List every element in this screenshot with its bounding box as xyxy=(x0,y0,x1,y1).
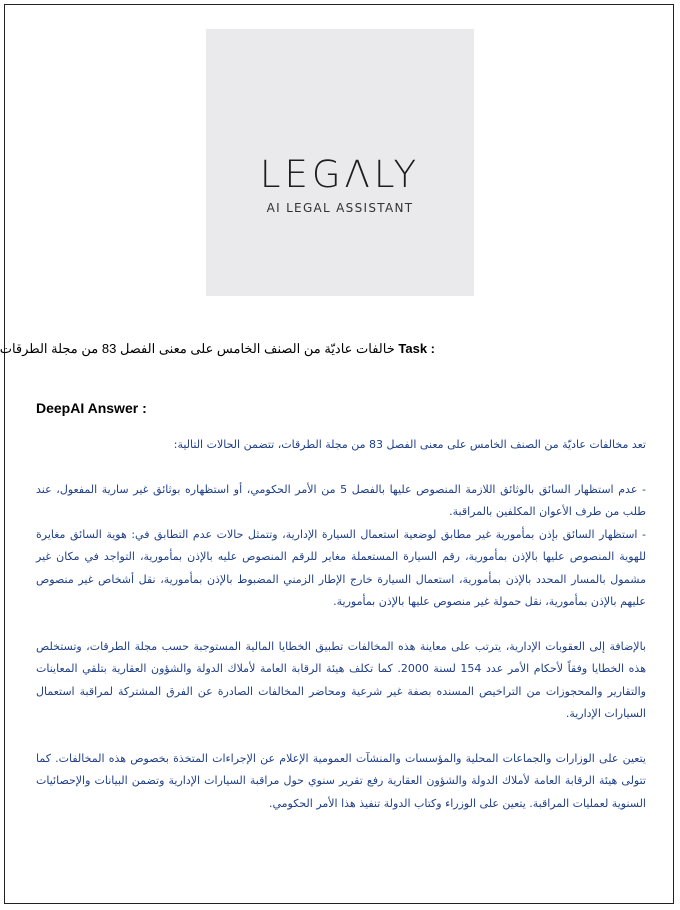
logo-tagline: AI LEGAL ASSISTANT xyxy=(266,201,414,215)
answer-heading: DeepAI Answer : xyxy=(36,400,147,416)
answer-paragraph-3: يتعين على الوزارات والجماعات المحلية والمؤسسات والمنشآت العمومية الإعلام عن الإجراءات المتخذة بخصوص هذه المخالفات. كما تتولى هيئة الرقابة العامة لأملاك الدولة والشؤون العقارية رفع تقرير سنوي حول مراقبة السيارات الإدارية وتضمن البيانات والإحصائيات السنوية لعمليات المراقبة. يتعين على الوزراء وكتاب الدولة تنفيذ هذا الأمر الحكومي. xyxy=(36,751,646,810)
answer-item-1: - عدم استظهار السائق بالوثائق اللازمة المنصوص عليها بالفصل 5 من الأمر الحكومي، أو استظهاره بوثائق غير سارية المفعول، عند طلب من طرف الأعوان المكلفين بالمراقبة. xyxy=(36,482,646,518)
logo-wordmark: LEGΛLY xyxy=(259,153,421,196)
task-label: Task : xyxy=(398,341,435,356)
answer-paragraph-2: بالإضافة إلى العقوبات الإدارية، يترتب على معاينة هذه المخالفات تطبيق الخطايا المالية المستوجبة حسب مجلة الطرقات، وتستخلص هذه الخطايا وفقاً لأحكام الأمر عدد 154 لسنة 2000. كما تكلف هيئة الرقابة العامة لأملاك الدولة والشؤون العقارية بتلقي المعاينات والتقارير والمحجوزات من التراخيص المسنده بصفة غير شرعية ومحاضر المخالفات الصادرة عن الفرق المشتركة لمراقبة استعمال السيارات الإدارية. xyxy=(36,639,647,720)
legaly-logo xyxy=(206,29,474,296)
answer-intro: تعد مخالفات عاديّة من الصنف الخامس على معنى الفصل 83 من مجلة الطرقات، تتضمن الحالات التالية: xyxy=(173,438,646,451)
answer-item-2: - استظهار السائق بإذن بمأمورية غير مطابق لوضعية استعمال السيارة الإدارية، وتتمثل حالات عدم التطابق في: هوية السائق مغايرة للهوية المنصوص عليها بالإذن بمأمورية، رقم السيارة المستعملة مغاير للرقم المنصوص عليه بالإذن بمأمورية، التواجد في مكان غير مشمول بالمسار المحدد بالإذن بمأمورية، استعمال السيارة خارج الإطار الزمني المضبوط بالإذن بمأمورية، نقل أشخاص غير منصوص عليهم بالإذن بمأمورية، نقل حمولة غير منصوص عليها بالإذن بمأمورية. xyxy=(36,527,646,608)
answer-body xyxy=(36,434,646,815)
task-text: خالفات عاديّة من الصنف الخامس على معنى الفصل 83 من مجلة الطرقات xyxy=(0,341,395,356)
task-line xyxy=(0,341,435,357)
